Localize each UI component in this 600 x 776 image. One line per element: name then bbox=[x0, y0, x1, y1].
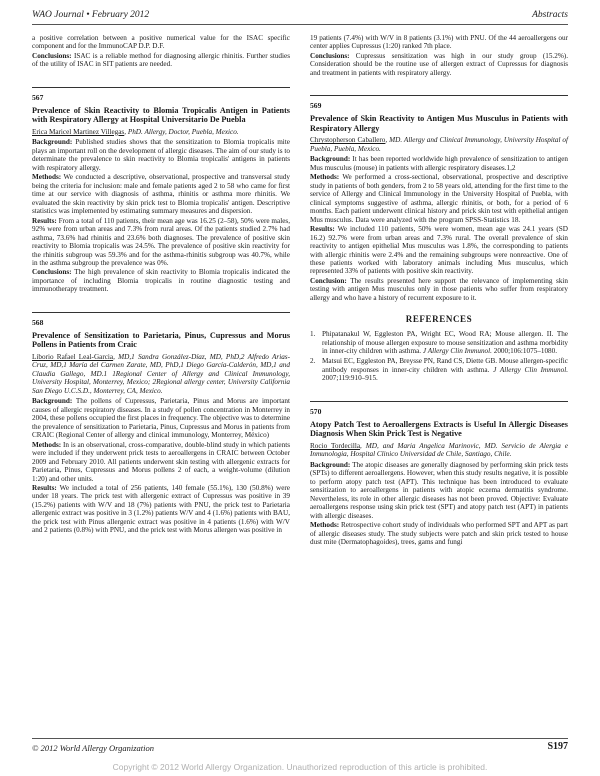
author-affiliation: , MD. Allergy and Clinical Immunology, University Hospital of Puebla, Puebla, Mexico. bbox=[310, 136, 568, 153]
footer-rule bbox=[32, 738, 568, 739]
abstract-number: 570 bbox=[310, 406, 322, 416]
abstract-section: Methods: We performed a cross-sectional, observational, prospective and descriptive study in patients of both genders, from 2 to 58 years old, attending for the first time to the service of Allergy and Clinical Immunology in the University Hospital of Puebla, with clinical symptoms suggestive of asthma, allergic rhinitis, or both, for a period of 6 months. Each patient underwent clinical history and prick skin test with epithelial antigen Mus musculus. Data were analyzed with the program SPSS-Statistics 18. bbox=[310, 173, 568, 224]
abstract-title: Prevalence of Sensitization to Parietaria, Pinus, Cupressus and Morus Pollens in Patients from Craic bbox=[32, 330, 290, 350]
copyright-notice: Copyright © 2012 World Allergy Organization. Unauthorized reproduction of this article is prohibited. bbox=[112, 762, 488, 772]
reference-item: 1. Phipatanakul W, Eggleston PA, Wright EC, Wood RA; Mouse allergen. II. The relationship of mouse allergen exposure to mouse sensitization and asthma morbidity in inner-city children with asthma. J Allergy Clin Immunol. 2000;106:1075–1080. bbox=[310, 330, 568, 355]
author-affiliation: , MD, and Maria Angelica Marinovic, MD. Servicio de Alergia e Inmunologia, Hospital Clinico Universidad de Chile, Santiago, Chile. bbox=[310, 441, 568, 459]
right-column bbox=[310, 34, 568, 548]
running-header bbox=[32, 10, 568, 20]
abstract-section: Results: From a total of 110 patients, their mean age was 16.25 (2–58), 50% were males, 92% were from urban areas and 7.3% from rural areas. Of the patients studied 2.7% had asthma, 73.6% had rhinitis and 23.6% both diagnoses. The prevalence of positive skin reactivity to Blomia tropicalis was 24.5%. The prevalence of positive skin reactivity for the rhinitis subgroup was 59.3% and for the asthma-rhinitis subgroup was 40.7%, while in the asthma subgroup the prevalence was 0%. bbox=[32, 216, 290, 267]
abstract-authors bbox=[310, 136, 568, 153]
journal-title: WAO Journal • February 2012 bbox=[32, 10, 150, 20]
references-heading: REFERENCES bbox=[405, 314, 473, 325]
abstract-number: 569 bbox=[310, 101, 322, 111]
abstract-title: Prevalence of Skin Reactivity to Blomia Tropicalis Antigen in Patients with Respiratory Allergy at Hospital Universitario De Puebla bbox=[32, 105, 290, 125]
author-name: Erica Maricel Martinez Villegas bbox=[32, 127, 125, 136]
abstract-section: Methods: In is an observational, cross-comparative, double-blind study in which patients were included if they underwent prick tests to aeroallergens in CRAIC between October 2009 and February 2010. All patients underwent skin testing with allergenic extracts for Parietaria, Pinus, Cupressus and Morus pollens 2 of each, a weight-volume (dilution 1:20) and other units. bbox=[32, 440, 290, 483]
author-affiliation: , PhD. Allergy, Doctor, Puebla, Mexico. bbox=[124, 127, 239, 136]
abstract-570 bbox=[310, 401, 568, 547]
abstract-authors bbox=[32, 353, 290, 395]
page-number: S197 bbox=[547, 741, 568, 752]
header-rule bbox=[32, 24, 568, 25]
abstract-569 bbox=[310, 95, 568, 302]
abstract-authors bbox=[32, 128, 290, 136]
reference-item: 2. Matsui EC, Eggleston PA, Breysse PN, Rand CS, Diette GB. Mouse allergen-specific antibody responses in inner-city children with asthma. J Allergy Clin Immunol. 2007;119:910–915. bbox=[310, 357, 568, 383]
author-name: Chrystopherson Caballero bbox=[310, 136, 386, 145]
abstract-section: Background: It has been reported worldwide high prevalence of sensitization to antigen Mus musculus (mouse) in patients with allergic respiratory diseases.1,2 bbox=[310, 155, 568, 172]
abstract-section: Results: We included a total of 256 patients, 140 female (55.1%), 130 (50.8%) were under 18 years. The prick test with allergenic extract of Cupressus was positive in 39 (15.2%) patients with W/V and 18 (7%) patients with PNU, the prick test to Parietaria allergenic extract was positive in 3 (1.2%) patients W/V and 4 (1.6%) patients with BAU, the prick test with Pinus allergenic extract was positive in 4 patients (1.6%) with W/V and 2 patients (0.8%) with PNU, and the prick test with Morus allergen was positive in bbox=[32, 484, 290, 535]
abstract-title: Prevalence of Skin Reactivity to Antigen Mus Musculus in Patients with Respiratory Allergy bbox=[310, 114, 568, 133]
section-title: Abstracts bbox=[532, 10, 568, 20]
footer-copyright: © 2012 World Allergy Organization bbox=[32, 743, 155, 753]
abstract-section: Results: We included 110 patients, 50% were women, mean age was 24.1 years (SD 16.2) 92.7% were from urban areas and 7.3% rural. The overall prevalence of skin reactivity to antigen epithelial Mus musculus was 1.8%, the corresponding to patients with allergic rhinitis were 2.4% and the remaining subgroups were nonreactive. One of these patients worked with laboratory animals including Mus musculus, which represented 33% of patients with positive skin reactivity. bbox=[310, 225, 568, 276]
continuation-paragraph: 19 patients (7.4%) with W/V in 8 patients (3.1%) with PNU. Of the 44 aeroallergens our center applies Cupressus (1:20) ranked 7th place. bbox=[310, 34, 568, 51]
abstract-section: Conclusions: The high prevalence of skin reactivity to Blomia tropicalis indicated the importance of including Blomia tropicalis in routine diagnostic testing and immunotherapy treatment. bbox=[32, 268, 290, 294]
author-affiliation: , MD,1 Sandra González-Díaz, MD, PhD,2 Alfredo Arias-Cruz, MD,1 María del Carmen Zarate, MD, PhD,1 Diego García-Calderón, MD,1 and Claudia Gallego, MD.1 1Regional Center of Allergy and Clinical Immunology, University Hospital, Monterrey, Mexico; 2Regional allergy center, University California San Diego U.C.S.D., Monterrey, CA, Mexico. bbox=[32, 352, 290, 395]
abstract-number: 567 bbox=[32, 92, 44, 102]
abstract-section: Background: The pollens of Cupressus, Parietaria, Pinus and Morus are important causes of allergic respiratory diseases. In a study of pollen concentration in Monterrey in 2004, these pollens occupied the first places in frequency. The objective was to determine the prevalence of sensitization to Parietaria, Pinus, Cupressus and Morus in patients from CRAIC (Regional Center of allergy and clinical immunology, Monterrey, México) bbox=[32, 397, 290, 440]
continuation-paragraph: Conclusions: Cupressus sensitization was high in our study group (15.2%). Consideration should be the routine use of allergen extract of Cupressus for diagnosis and treatment in patients with respiratory allergy. bbox=[310, 51, 568, 77]
abstract-title: Atopy Patch Test to Aeroallergens Extracts is Useful In Allergic Diseases Diagnosis When Skin Prick Test is Negative bbox=[310, 419, 568, 439]
abstract-rule bbox=[32, 312, 290, 313]
abstract-number: 568 bbox=[32, 317, 44, 327]
abstract-section: Background: The atopic diseases are generally diagnosed by performing skin prick tests (SPTs) to different aeroallergens. However, when this study results negative, it is possible to perform atopy patch test (APT). This technique has been introduced to evaluate sensitization to aeroallergens in patients with atopic eczema dermatitis syndrome. Nevertheless, its role in other allergic diseases has not been proved. Objective: Evaluate aeroallergens response using skin prick test (SPT) and atopy patch test (APT) in patients with allergic diseases. bbox=[310, 460, 568, 520]
abstract-rule bbox=[310, 401, 568, 402]
abstract-section: Conclusion: The results presented here support the relevance of implementing skin testing with antigen Mus musculus only in those patients who suffer from respiratory allergy and who have a history of recurrent exposure to it. bbox=[310, 276, 568, 302]
abstract-568 bbox=[32, 312, 290, 535]
abstract-section: Methods: We conducted a descriptive, observational, prospective and transversal study being the criteria for inclusion: male and female patients aged 2 to 58 who came for first time at our service with diagnosis of asthma, rhinitis or asthma more rhinitis. We evaluated the skin reactivity by skin prick test to Blomia tropicalis' antigen. Descriptive statistics was implemented by estimating summary measures and dispersion. bbox=[32, 173, 290, 216]
continuation-paragraph: Conclusions: ISAC is a reliable method for diagnosing allergic rhinitis. Further studies of the utility of ISAC in SIT patients are needed. bbox=[32, 51, 290, 69]
abstract-rule bbox=[310, 95, 568, 96]
author-name: Rocio Tordecilla bbox=[310, 441, 361, 450]
abstract-authors bbox=[310, 442, 568, 459]
abstract-section: Methods: Retrospective cohort study of individuals who performed SPT and APT as part of allergic diseases study. The study subjects were patch and skin prick tested to house dust mite (Dermatophagoides), trees, gams and fungi bbox=[310, 521, 568, 547]
continuation-paragraph: a positive correlation between a positive numerical value for the ISAC specific component and for the ImmunoCAP D.P. D.F. bbox=[32, 34, 290, 51]
left-column bbox=[32, 34, 290, 536]
abstract-rule bbox=[32, 87, 290, 88]
abstract-section: Background: Published studies shows that the sensitization to Blomia tropicalis mite plays an important roll on the development of allergic diseases. The aim of our study is to determinate the prevalence to skin reactivity to Blomia tropicalis' antigens in patients with respiratory allergy. bbox=[32, 138, 290, 172]
abstract-567 bbox=[32, 87, 290, 294]
author-name: Liborio Rafael Leal-Garcia bbox=[32, 352, 114, 361]
